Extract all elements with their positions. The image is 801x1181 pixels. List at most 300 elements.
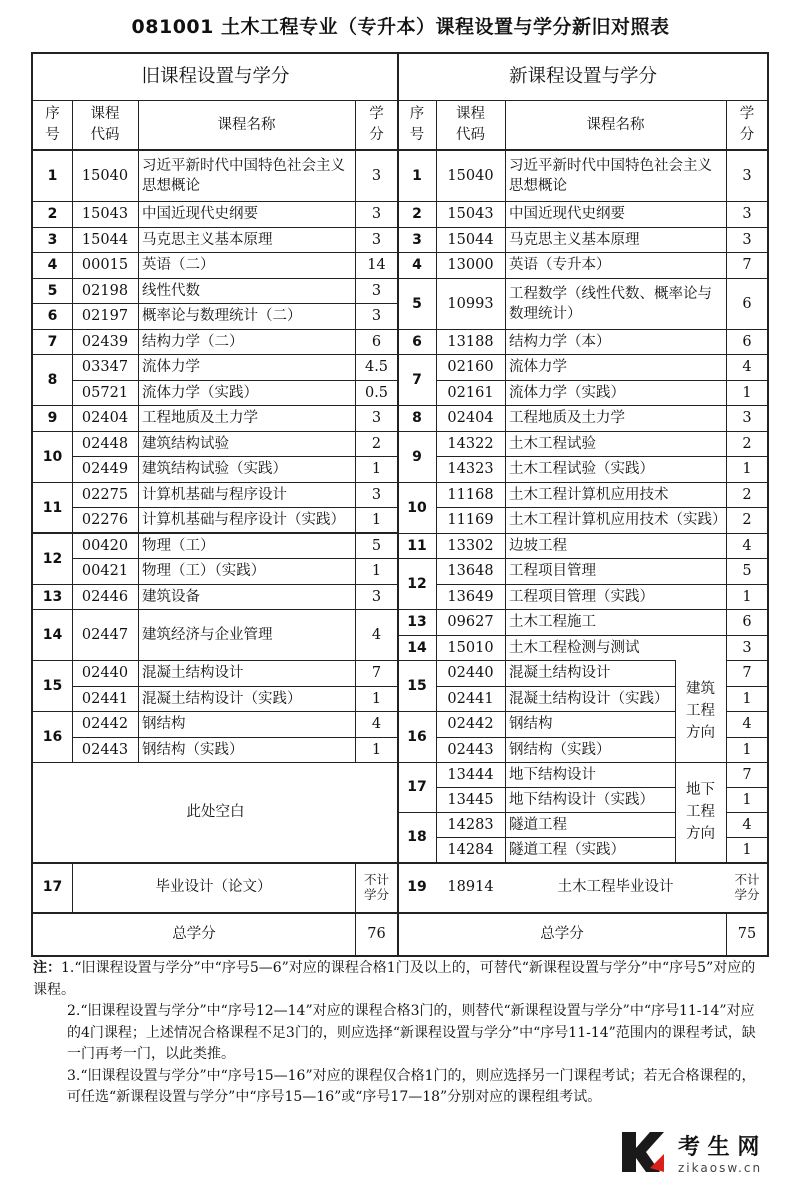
old-thesis-name: 毕业设计（论文） bbox=[155, 879, 272, 895]
notes-section bbox=[33, 958, 763, 1109]
old-row-name: 物理（工） bbox=[142, 537, 215, 554]
old-row-code: 00015 bbox=[81, 257, 129, 273]
old-row-credit: 1 bbox=[371, 690, 382, 707]
grid-line bbox=[726, 837, 768, 838]
new-row-code: 14323 bbox=[447, 461, 494, 477]
old-row-seq: 14 bbox=[42, 626, 63, 643]
new-row-credit: 2 bbox=[742, 435, 752, 452]
new-row-name: 隧道工程（实践） bbox=[509, 841, 625, 858]
new-row-code: 02161 bbox=[447, 384, 494, 401]
new-row-name: 流体力学 bbox=[509, 359, 567, 375]
grid-line bbox=[355, 100, 356, 150]
grid-line bbox=[33, 609, 72, 610]
grid-line bbox=[72, 609, 398, 610]
old-row-code: 02446 bbox=[81, 588, 129, 605]
grid-line bbox=[72, 150, 398, 151]
new-row-code: 15044 bbox=[447, 231, 494, 248]
old-row-code: 02448 bbox=[81, 435, 129, 452]
new-row-name: 土木工程计算机应用技术（实践） bbox=[509, 512, 727, 528]
grid-line bbox=[436, 660, 675, 661]
grid-line bbox=[398, 635, 436, 636]
new-row-seq: 3 bbox=[412, 231, 422, 248]
old-row-code: 02443 bbox=[81, 741, 129, 758]
old-row-credit: 3 bbox=[371, 167, 382, 184]
old-row-code: 02447 bbox=[81, 626, 129, 643]
grid-line bbox=[72, 686, 398, 687]
new-row-code: 02442 bbox=[447, 716, 494, 732]
old-row-seq: 12 bbox=[42, 550, 63, 567]
grid-line bbox=[436, 584, 768, 585]
grid-line bbox=[398, 278, 436, 279]
new-row-credit: 7 bbox=[742, 257, 752, 273]
grid-line bbox=[726, 686, 768, 687]
new-thesis-code: 18914 bbox=[447, 879, 494, 895]
grid-line bbox=[72, 354, 398, 355]
new-row-code: 13445 bbox=[447, 791, 494, 808]
notes-label: 注： bbox=[33, 960, 61, 976]
new-row-code: 02160 bbox=[447, 359, 494, 375]
grid-line bbox=[72, 100, 73, 150]
old-row-code: 15044 bbox=[81, 231, 129, 248]
new-row-seq: 5 bbox=[412, 295, 422, 312]
grid-line bbox=[33, 405, 72, 406]
new-row-credit: 4 bbox=[742, 537, 752, 554]
new-row-credit: 3 bbox=[742, 206, 752, 222]
grid-line bbox=[436, 252, 768, 253]
old-row-name: 英语（二） bbox=[142, 257, 215, 273]
new-row-code: 13444 bbox=[447, 766, 494, 783]
new-row-code: 13649 bbox=[447, 588, 494, 605]
new-row-code: 10993 bbox=[447, 295, 494, 312]
old-row-seq: 7 bbox=[47, 333, 58, 350]
new-row-code: 11168 bbox=[447, 486, 494, 503]
old-row-name: 马克思主义基本原理 bbox=[142, 231, 273, 248]
col-header-name: 课程名称 bbox=[586, 117, 645, 133]
new-row-credit: 6 bbox=[742, 333, 752, 350]
grid-line bbox=[72, 150, 73, 762]
grid-line bbox=[505, 100, 506, 150]
old-row-name: 建筑结构试验（实践） bbox=[142, 461, 287, 477]
grid-line bbox=[726, 150, 727, 862]
grid-line bbox=[436, 150, 768, 151]
old-row-credit: 0.5 bbox=[364, 384, 389, 401]
grid-line bbox=[398, 201, 436, 202]
new-row-credit: 2 bbox=[742, 512, 752, 528]
grid-line bbox=[398, 609, 436, 610]
grid-line bbox=[436, 405, 768, 406]
grid-line bbox=[436, 507, 768, 508]
grid-line bbox=[398, 762, 436, 763]
old-row-seq: 6 bbox=[47, 308, 58, 324]
direction-underground: 地下工程方向 bbox=[686, 782, 715, 842]
grid-line bbox=[398, 431, 436, 432]
old-blank-cell: 此处空白 bbox=[186, 804, 245, 820]
direction-building: 建筑工程方向 bbox=[686, 681, 715, 741]
grid-line bbox=[72, 558, 398, 559]
grid-line bbox=[436, 558, 768, 559]
new-row-code: 09627 bbox=[447, 614, 494, 630]
note-3: 3.“旧课程设置与学分”中“序号15—16”对应的课程仅合格1门的，则应选择另一门课程考试；若无合格课程的，可任选“新课程设置与学分”中“序号15—16”或“序号17—18”分别对应的课程组考试。 bbox=[67, 1067, 756, 1105]
grid-line bbox=[72, 303, 398, 304]
old-row-seq: 3 bbox=[47, 231, 58, 248]
old-row-credit: 14 bbox=[367, 257, 386, 273]
new-row-seq: 14 bbox=[407, 639, 427, 656]
old-row-code: 02198 bbox=[81, 282, 129, 299]
old-row-name: 结构力学（二） bbox=[142, 333, 244, 350]
new-row-code: 11169 bbox=[447, 512, 494, 528]
new-row-name: 工程地质及土力学 bbox=[509, 410, 625, 426]
grid-line bbox=[72, 431, 398, 432]
old-row-seq: 10 bbox=[42, 448, 63, 465]
old-row-seq: 11 bbox=[42, 499, 63, 516]
new-row-code: 13648 bbox=[447, 563, 494, 579]
grid-line bbox=[72, 405, 398, 406]
old-row-code: 02439 bbox=[81, 333, 129, 350]
grid-line bbox=[398, 405, 436, 406]
new-row-seq: 6 bbox=[412, 333, 422, 350]
grid-line bbox=[398, 354, 436, 355]
old-row-credit: 3 bbox=[371, 282, 382, 299]
old-row-code: 05721 bbox=[81, 384, 129, 401]
new-row-credit: 3 bbox=[742, 639, 752, 656]
old-row-name: 钢结构（实践） bbox=[142, 741, 244, 758]
new-row-credit: 1 bbox=[742, 588, 752, 605]
grid-line bbox=[72, 584, 398, 585]
grid-line bbox=[72, 456, 398, 457]
old-row-credit: 3 bbox=[371, 588, 382, 605]
new-row-name: 土木工程试验 bbox=[509, 435, 596, 452]
grid-line bbox=[726, 812, 768, 813]
grid-line bbox=[72, 252, 398, 253]
grid-line bbox=[33, 252, 72, 253]
grid-line bbox=[72, 507, 398, 508]
new-row-seq: 16 bbox=[407, 728, 427, 745]
new-row-name: 土木工程试验（实践） bbox=[509, 461, 654, 477]
grid-line bbox=[436, 329, 768, 330]
grid-line bbox=[72, 227, 398, 228]
new-row-seq: 4 bbox=[412, 257, 422, 273]
grid-line bbox=[726, 762, 768, 763]
new-row-name: 英语（专升本） bbox=[509, 257, 611, 273]
old-row-credit: 3 bbox=[371, 410, 382, 426]
outer-border bbox=[31, 955, 769, 957]
new-row-credit: 7 bbox=[742, 766, 752, 783]
grid-line bbox=[436, 456, 768, 457]
new-row-name: 工程项目管理 bbox=[509, 563, 596, 579]
grid-line bbox=[398, 329, 436, 330]
grid-line bbox=[33, 278, 72, 279]
new-row-code: 14283 bbox=[447, 816, 494, 833]
old-row-name: 建筑经济与企业管理 bbox=[142, 626, 273, 643]
logo-url: zikaosw.cn bbox=[678, 1161, 763, 1175]
new-row-name: 工程项目管理（实践） bbox=[509, 588, 654, 605]
old-row-credit: 3 bbox=[371, 308, 382, 324]
old-total-label: 总学分 bbox=[172, 925, 216, 942]
new-row-credit: 4 bbox=[742, 716, 752, 732]
new-row-seq: 17 bbox=[407, 779, 427, 795]
old-row-code: 03347 bbox=[81, 359, 129, 375]
grid-line bbox=[436, 482, 768, 483]
old-row-code: 02440 bbox=[81, 665, 129, 681]
old-row-credit: 1 bbox=[371, 563, 382, 579]
old-row-credit: 2 bbox=[371, 435, 382, 452]
new-row-name: 马克思主义基本原理 bbox=[509, 231, 640, 248]
grid-line bbox=[505, 150, 506, 862]
new-row-name: 混凝土结构设计 bbox=[509, 665, 611, 681]
old-row-code: 00420 bbox=[81, 537, 129, 554]
old-row-credit: 4 bbox=[371, 716, 382, 732]
grid-line bbox=[436, 837, 675, 838]
new-row-name: 隧道工程 bbox=[509, 816, 567, 833]
new-row-code: 13188 bbox=[447, 333, 494, 350]
new-row-seq: 1 bbox=[412, 167, 422, 184]
new-row-code: 02443 bbox=[447, 741, 494, 758]
old-row-seq: 2 bbox=[47, 206, 58, 222]
grid-line bbox=[398, 252, 436, 253]
grid-line bbox=[726, 737, 768, 738]
new-total-label: 总学分 bbox=[540, 925, 584, 942]
old-row-name: 计算机基础与程序设计 bbox=[142, 486, 287, 503]
grid-line bbox=[72, 380, 398, 381]
grid-line bbox=[436, 431, 768, 432]
old-row-code: 15043 bbox=[81, 206, 129, 222]
new-row-credit: 1 bbox=[742, 791, 752, 808]
new-row-credit: 5 bbox=[742, 563, 752, 579]
old-row-name: 概率论与数理统计（二） bbox=[142, 308, 302, 324]
new-row-code: 13302 bbox=[447, 537, 494, 554]
note-1: 注：1.“旧课程设置与学分”中“序号5—6”对应的课程合格1门及以上的，可替代“新课程设置与学分”中“序号5”对应的课程。 bbox=[33, 960, 756, 998]
new-row-code: 14322 bbox=[447, 435, 494, 452]
grid-line bbox=[436, 354, 768, 355]
new-thesis-name: 土木工程毕业设计 bbox=[557, 879, 674, 895]
old-row-name: 流体力学（实践） bbox=[142, 384, 258, 401]
new-row-seq: 10 bbox=[407, 499, 427, 516]
grid-line bbox=[33, 150, 72, 151]
new-total-value: 75 bbox=[737, 925, 757, 942]
old-row-seq: 8 bbox=[47, 371, 58, 388]
new-row-name: 混凝土结构设计（实践） bbox=[509, 690, 669, 707]
new-row-name: 土木工程施工 bbox=[509, 614, 596, 630]
old-row-code: 02449 bbox=[81, 461, 129, 477]
grid-line bbox=[33, 303, 72, 304]
grid-line bbox=[72, 329, 398, 330]
new-row-credit: 1 bbox=[742, 461, 752, 477]
grid-line bbox=[33, 482, 72, 483]
old-row-code: 02276 bbox=[81, 512, 129, 528]
page-title: 081001 土木工程专业（专升本）课程设置与学分新旧对照表 bbox=[131, 16, 670, 38]
col-header-credit: 学分 bbox=[739, 106, 755, 143]
new-row-credit: 3 bbox=[742, 410, 752, 426]
new-row-credit: 1 bbox=[742, 741, 752, 758]
old-row-seq: 5 bbox=[47, 282, 58, 299]
new-row-seq: 8 bbox=[412, 410, 422, 426]
col-header-name: 课程名称 bbox=[217, 117, 276, 133]
new-row-seq: 13 bbox=[407, 614, 427, 630]
new-thesis-seq: 19 bbox=[407, 879, 427, 895]
old-row-credit: 6 bbox=[371, 333, 382, 350]
col-header-credit: 学分 bbox=[369, 106, 384, 143]
col-header-code: 课程代码 bbox=[456, 106, 485, 143]
new-row-name: 土木工程检测与测试 bbox=[509, 639, 640, 656]
old-row-name: 建筑结构试验 bbox=[142, 435, 229, 452]
old-row-credit: 1 bbox=[371, 741, 382, 758]
new-row-credit: 1 bbox=[742, 384, 752, 401]
grid-line bbox=[398, 482, 436, 483]
new-row-seq: 9 bbox=[412, 448, 422, 465]
new-row-code: 15010 bbox=[447, 639, 494, 656]
grid-line bbox=[72, 660, 398, 661]
old-thesis-seq: 17 bbox=[42, 879, 63, 895]
old-row-code: 02275 bbox=[81, 486, 129, 503]
new-row-name: 工程数学（线性代数、概率论与数理统计） bbox=[509, 285, 712, 322]
old-row-name: 计算机基础与程序设计（实践） bbox=[142, 512, 345, 528]
grid-line bbox=[398, 533, 436, 534]
old-row-name: 流体力学 bbox=[142, 359, 200, 375]
old-row-seq: 1 bbox=[47, 167, 58, 184]
old-row-name: 线性代数 bbox=[142, 282, 200, 299]
grid-line bbox=[436, 150, 437, 862]
new-row-credit: 1 bbox=[742, 690, 752, 707]
grid-line bbox=[436, 380, 768, 381]
new-row-name: 钢结构 bbox=[509, 716, 553, 732]
grid-line bbox=[726, 711, 768, 712]
grid-line bbox=[72, 482, 398, 483]
old-row-name: 中国近现代史纲要 bbox=[142, 206, 258, 222]
new-row-seq: 12 bbox=[407, 575, 427, 592]
new-row-credit: 7 bbox=[742, 665, 752, 681]
grid-line bbox=[726, 100, 727, 150]
new-row-credit: 1 bbox=[742, 841, 752, 858]
new-row-credit: 3 bbox=[742, 231, 752, 248]
col-header-seq: 序号 bbox=[45, 106, 60, 143]
old-row-credit: 1 bbox=[371, 461, 382, 477]
new-row-code: 14284 bbox=[447, 841, 494, 858]
new-row-code: 13000 bbox=[447, 257, 494, 273]
grid-line bbox=[33, 431, 72, 432]
grid-line bbox=[138, 150, 139, 762]
note-2: 2.“旧课程设置与学分”中“序号12—14”对应的课程合格3门的，则替代“新课程设置与学分”中“序号11-14”对应的4门课程；上述情况合格课程不足3门的，则应选择“新课程设置与学分”中“序号11-14”范围内的课程考试，缺一门再考一门，以此类推。 bbox=[67, 1003, 756, 1062]
grid-line bbox=[33, 711, 72, 712]
new-row-name: 地下结构设计（实践） bbox=[509, 791, 654, 808]
grid-line bbox=[436, 609, 768, 610]
old-row-seq: 16 bbox=[42, 728, 63, 745]
grid-line bbox=[398, 227, 436, 228]
new-row-code: 15040 bbox=[447, 167, 494, 184]
new-row-code: 02441 bbox=[447, 690, 494, 707]
new-row-name: 流体力学（实践） bbox=[509, 384, 625, 401]
old-row-name: 习近平新时代中国特色社会主义思想概论 bbox=[142, 157, 345, 194]
old-row-name: 混凝土结构设计（实践） bbox=[142, 690, 302, 707]
grid-line bbox=[72, 862, 73, 912]
grid-line bbox=[33, 227, 72, 228]
new-row-credit: 6 bbox=[742, 614, 752, 630]
col-header-code: 课程代码 bbox=[90, 106, 120, 143]
old-row-code: 02441 bbox=[81, 690, 129, 707]
grid-line bbox=[398, 558, 436, 559]
grid-line bbox=[436, 737, 675, 738]
new-row-name: 钢结构（实践） bbox=[509, 741, 611, 758]
new-row-code: 02440 bbox=[447, 665, 494, 681]
grid-line bbox=[436, 812, 675, 813]
old-row-name: 物理（工）（实践） bbox=[142, 563, 266, 579]
old-row-code: 02442 bbox=[81, 716, 129, 732]
new-row-credit: 4 bbox=[742, 359, 752, 375]
old-row-code: 15040 bbox=[81, 167, 129, 184]
grid-line bbox=[33, 329, 72, 330]
old-row-code: 02197 bbox=[81, 308, 129, 324]
old-row-name: 钢结构 bbox=[142, 716, 186, 732]
new-row-code: 02404 bbox=[447, 410, 494, 426]
old-thesis-credit: 不计学分 bbox=[363, 872, 389, 902]
col-header-seq: 序号 bbox=[409, 106, 425, 143]
grid-line bbox=[726, 787, 768, 788]
site-logo bbox=[620, 1128, 795, 1176]
grid-line bbox=[33, 354, 72, 355]
grid-line bbox=[33, 584, 72, 585]
grid-line bbox=[436, 787, 675, 788]
old-row-credit: 3 bbox=[371, 231, 382, 248]
new-row-credit: 6 bbox=[742, 295, 752, 312]
old-section-header: 旧课程设置与学分 bbox=[141, 65, 290, 87]
grid-line bbox=[436, 533, 768, 534]
new-row-credit: 2 bbox=[742, 486, 752, 503]
old-row-credit: 1 bbox=[371, 512, 382, 528]
grid-line bbox=[398, 150, 436, 151]
new-row-seq: 11 bbox=[407, 537, 427, 554]
grid-line bbox=[436, 201, 768, 202]
grid-line bbox=[355, 150, 356, 762]
grid-line bbox=[72, 711, 398, 712]
new-row-name: 边坡工程 bbox=[509, 537, 567, 554]
new-row-name: 土木工程计算机应用技术 bbox=[509, 486, 669, 503]
grid-line bbox=[72, 737, 398, 738]
grid-line bbox=[398, 812, 436, 813]
new-section-header: 新课程设置与学分 bbox=[508, 65, 657, 87]
grid-line bbox=[33, 660, 72, 661]
old-row-credit: 7 bbox=[371, 665, 382, 681]
new-row-code: 15043 bbox=[447, 206, 494, 222]
new-row-credit: 3 bbox=[742, 167, 752, 184]
grid-line bbox=[726, 660, 768, 661]
old-row-seq: 15 bbox=[42, 677, 63, 694]
new-row-credit: 4 bbox=[742, 816, 752, 833]
old-total-value: 76 bbox=[367, 925, 386, 942]
new-row-name: 习近平新时代中国特色社会主义思想概论 bbox=[509, 157, 712, 194]
old-row-seq: 13 bbox=[42, 588, 63, 605]
old-row-code: 02404 bbox=[81, 410, 129, 426]
new-row-seq: 2 bbox=[412, 206, 422, 222]
grid-line bbox=[33, 201, 72, 202]
new-row-name: 中国近现代史纲要 bbox=[509, 206, 625, 222]
new-row-seq: 18 bbox=[407, 829, 427, 845]
old-row-name: 建筑设备 bbox=[142, 588, 200, 605]
old-row-credit: 5 bbox=[371, 537, 382, 554]
grid-line bbox=[72, 201, 398, 202]
old-row-seq: 9 bbox=[47, 410, 58, 426]
grid-line bbox=[398, 711, 436, 712]
new-row-seq: 15 bbox=[407, 677, 427, 694]
old-row-code: 00421 bbox=[81, 563, 129, 579]
grid-line bbox=[436, 227, 768, 228]
grid-line bbox=[436, 711, 675, 712]
grid-line bbox=[72, 278, 398, 279]
new-row-seq: 7 bbox=[412, 371, 422, 388]
group-separator bbox=[33, 532, 398, 534]
logo-mark-icon bbox=[620, 1128, 795, 1176]
logo-name: 考 生 网 bbox=[678, 1135, 760, 1160]
old-row-seq: 4 bbox=[47, 257, 58, 273]
grid-line bbox=[138, 100, 139, 150]
